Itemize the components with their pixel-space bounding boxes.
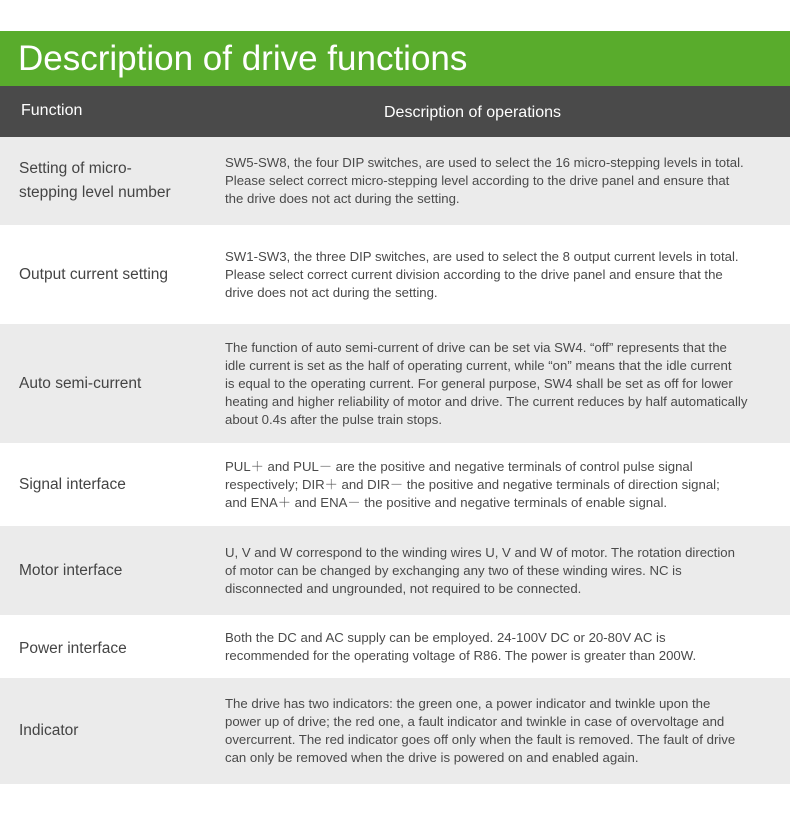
table-row bbox=[0, 615, 790, 678]
table-row bbox=[0, 324, 790, 443]
function-cell bbox=[19, 157, 204, 205]
description-line: drive does not act during the setting. bbox=[225, 284, 438, 300]
description-cell bbox=[225, 339, 790, 429]
function-line: Power interface bbox=[19, 639, 127, 657]
description-line: SW5-SW8, the four DIP switches, are used to select the 16 micro-stepping levels in total. bbox=[225, 155, 744, 170]
description-line: power up of drive; the red one, a fault indicator and twinkle in case of overvoltage and bbox=[225, 714, 725, 729]
description-line: SW1-SW3, the three DIP switches, are used to select the 8 output current levels in total. bbox=[225, 248, 739, 264]
description-line: The drive has two indicators: the green one, a power indicator and twinkle upon the bbox=[225, 696, 711, 711]
description-cell bbox=[225, 248, 790, 302]
function-cell bbox=[19, 473, 204, 497]
function-line: Signal interface bbox=[19, 475, 126, 493]
description-line: respectively; DIR＋ and DIR－ the positive and negative terminals of direction signal; bbox=[225, 476, 720, 492]
function-line: Setting of micro- bbox=[19, 160, 132, 177]
description-cell bbox=[225, 695, 790, 767]
table-header bbox=[0, 86, 790, 137]
description-line: U, V and W correspond to the winding wires U, V and W of motor. The rotation direction bbox=[225, 544, 735, 560]
column-header-description: Description of operations bbox=[384, 104, 561, 121]
description-line: overcurrent. The red indicator goes off only when the fault is removed. The fault of drive bbox=[225, 732, 736, 747]
function-line: stepping level number bbox=[19, 184, 171, 201]
table-row bbox=[0, 225, 790, 324]
description-line: disconnected and ungrounded, not required to be connected. bbox=[225, 580, 582, 596]
table-row bbox=[0, 526, 790, 615]
description-line: about 0.4s after the pulse train stops. bbox=[225, 411, 442, 427]
table-row bbox=[0, 137, 790, 225]
column-header-function: Function bbox=[21, 102, 83, 119]
description-cell bbox=[225, 154, 790, 208]
description-cell bbox=[225, 458, 790, 512]
description-line: PUL＋ and PUL－ are the positive and negative terminals of control pulse signal bbox=[225, 458, 693, 474]
function-cell bbox=[19, 263, 204, 287]
function-cell bbox=[19, 637, 204, 661]
description-line: of motor can be changed by exchanging any two of these winding wires. NC is bbox=[225, 562, 682, 578]
description-line: Please select correct micro-stepping level according to the drive panel and ensure that bbox=[225, 173, 730, 188]
function-cell bbox=[19, 559, 204, 583]
function-cell bbox=[19, 372, 204, 396]
description-line: is equal to the operating current. For general purpose, SW4 shall be set as off for lower bbox=[225, 375, 733, 391]
function-line: Motor interface bbox=[19, 561, 123, 579]
description-line: the drive does not act during the setting. bbox=[225, 191, 460, 206]
description-line: idle current is set as the half of operating current, while “on” means that the idle current bbox=[225, 357, 732, 373]
description-line: recommended for the operating voltage of R86. The power is greater than 200W. bbox=[225, 647, 697, 663]
description-cell bbox=[225, 629, 790, 665]
function-cell bbox=[19, 719, 204, 743]
description-line: can only be removed when the drive is powered on and enabled again. bbox=[225, 750, 639, 765]
table-row bbox=[0, 443, 790, 526]
description-line: Please select correct current division according to the drive panel and ensure that the bbox=[225, 266, 723, 282]
table-row bbox=[0, 678, 790, 784]
function-line: Auto semi-current bbox=[19, 374, 142, 392]
description-line: Both the DC and AC supply can be employed. 24-100V DC or 20-80V AC is bbox=[225, 629, 666, 645]
function-line: Indicator bbox=[19, 722, 79, 739]
description-cell bbox=[225, 544, 790, 598]
function-line: Output current setting bbox=[19, 265, 169, 283]
page-title: Description of drive functions bbox=[0, 31, 790, 86]
description-line: heating and higher reliability of motor and drive. The current reduces by half automatically bbox=[225, 393, 748, 409]
description-line: The function of auto semi-current of drive can be set via SW4. “off” represents that the bbox=[225, 339, 727, 355]
description-line: and ENA＋ and ENA－ the positive and negative terminals of enable signal. bbox=[225, 494, 668, 510]
